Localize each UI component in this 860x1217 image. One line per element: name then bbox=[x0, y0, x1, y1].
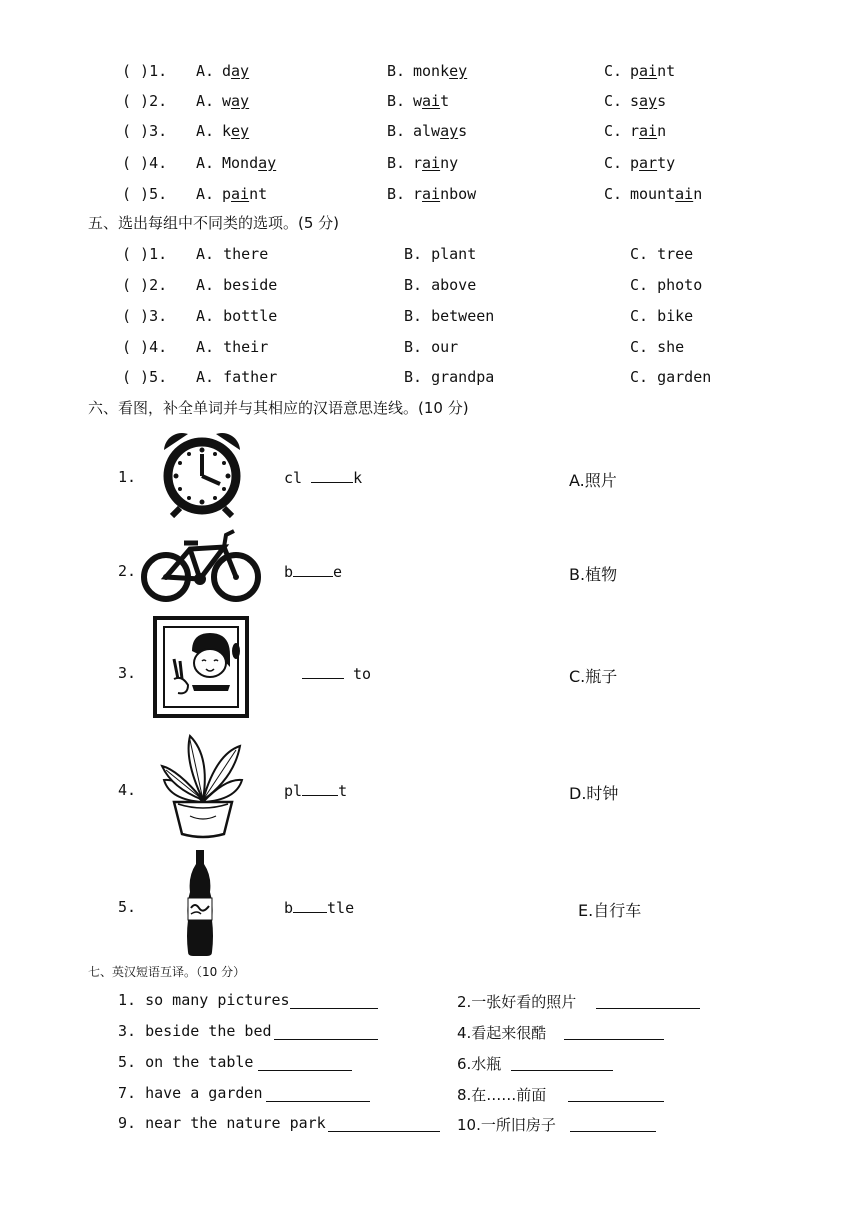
option-c-label: C. bbox=[604, 185, 623, 203]
answer-bracket: ( )5. bbox=[122, 368, 168, 386]
blank-line bbox=[302, 781, 338, 796]
option-c-word: says bbox=[630, 92, 667, 110]
answer-bracket: ( )3. bbox=[122, 307, 168, 325]
item-number: 2. bbox=[118, 562, 137, 580]
option-b: B. above bbox=[404, 276, 477, 294]
section-5-title: 五、选出每组中不同类的选项。(5 分) bbox=[88, 214, 340, 232]
blank-line bbox=[293, 562, 333, 577]
option-b-word: rainbow bbox=[413, 185, 477, 203]
fill-word: to bbox=[302, 664, 371, 683]
bicycle-icon bbox=[140, 527, 262, 605]
option-a: A. their bbox=[196, 338, 269, 356]
option-b-word: wait bbox=[413, 92, 450, 110]
answer-line bbox=[290, 1008, 378, 1009]
meaning-option: E.自行车 bbox=[578, 901, 642, 920]
phrase-en: 1. so many pictures bbox=[118, 991, 290, 1009]
phrase-cn: 8.在……前面 bbox=[457, 1086, 547, 1104]
option-c-word: mountain bbox=[630, 185, 703, 203]
option-c-label: C. bbox=[604, 154, 623, 172]
option-b-label: B. bbox=[387, 122, 406, 140]
option-a: A. beside bbox=[196, 276, 278, 294]
option-b: B. our bbox=[404, 338, 459, 356]
option-b-word: always bbox=[413, 122, 468, 140]
option-a-word: way bbox=[222, 92, 250, 110]
fill-word: b e bbox=[284, 563, 343, 581]
option-b-label: B. bbox=[387, 92, 406, 110]
item-number: 1. bbox=[118, 468, 137, 486]
phrase-cn: 10.一所旧房子 bbox=[457, 1116, 556, 1134]
photo-frame-icon bbox=[152, 615, 250, 719]
option-b-label: B. bbox=[387, 62, 406, 80]
blank-line bbox=[302, 664, 344, 679]
option-a-word: paint bbox=[222, 185, 268, 203]
option-c-word: paint bbox=[630, 62, 676, 80]
option-c-word: party bbox=[630, 154, 676, 172]
option-b: B. between bbox=[404, 307, 495, 325]
fill-word: pl t bbox=[284, 782, 348, 800]
meaning-option: D.时钟 bbox=[569, 784, 619, 803]
answer-bracket: ( )4. bbox=[122, 154, 168, 172]
answer-line bbox=[328, 1131, 440, 1132]
option-b-word: rainy bbox=[413, 154, 459, 172]
section-7-title: 七、英汉短语互译。（10 分） bbox=[88, 965, 246, 979]
answer-bracket: ( )1. bbox=[122, 62, 168, 80]
answer-bracket: ( )3. bbox=[122, 122, 168, 140]
option-a-label: A. bbox=[196, 62, 215, 80]
option-c: C. bike bbox=[630, 307, 694, 325]
option-b-label: B. bbox=[387, 154, 406, 172]
option-c-label: C. bbox=[604, 122, 623, 140]
fill-word: b tle bbox=[284, 899, 355, 917]
option-b-label: B. bbox=[387, 185, 406, 203]
item-number: 3. bbox=[118, 664, 137, 682]
answer-line bbox=[570, 1131, 656, 1132]
blank-line bbox=[311, 468, 353, 483]
option-c: C. tree bbox=[630, 245, 694, 263]
answer-bracket: ( )4. bbox=[122, 338, 168, 356]
section-6-title: 六、看图，补全单词并与其相应的汉语意思连线。(10 分) bbox=[88, 399, 469, 417]
phrase-cn: 2.一张好看的照片 bbox=[457, 993, 577, 1011]
answer-bracket: ( )2. bbox=[122, 92, 168, 110]
phrase-en: 7. have a garden bbox=[118, 1084, 263, 1102]
option-a-word: Monday bbox=[222, 154, 277, 172]
option-a: A. bottle bbox=[196, 307, 278, 325]
phrase-cn: 4.看起来很酷 bbox=[457, 1024, 547, 1042]
option-b-word: monkey bbox=[413, 62, 468, 80]
fill-word: cl k bbox=[284, 469, 363, 487]
option-c: C. garden bbox=[630, 368, 712, 386]
item-number: 4. bbox=[118, 781, 137, 799]
meaning-option: A.照片 bbox=[569, 471, 617, 490]
phrase-en: 5. on the table bbox=[118, 1053, 254, 1071]
option-a-label: A. bbox=[196, 122, 215, 140]
option-b: B. grandpa bbox=[404, 368, 495, 386]
option-c-label: C. bbox=[604, 92, 623, 110]
phrase-cn: 6.水瓶 bbox=[457, 1055, 502, 1073]
option-c-label: C. bbox=[604, 62, 623, 80]
option-a-word: key bbox=[222, 122, 250, 140]
answer-bracket: ( )5. bbox=[122, 185, 168, 203]
answer-line bbox=[564, 1039, 664, 1040]
answer-bracket: ( )1. bbox=[122, 245, 168, 263]
potted-plant-icon bbox=[160, 730, 246, 840]
phrase-en: 3. beside the bed bbox=[118, 1022, 272, 1040]
item-number: 5. bbox=[118, 898, 137, 916]
answer-line bbox=[596, 1008, 700, 1009]
option-a-label: A. bbox=[196, 92, 215, 110]
answer-line bbox=[266, 1101, 370, 1102]
option-a-word: day bbox=[222, 62, 250, 80]
meaning-option: C.瓶子 bbox=[569, 667, 618, 686]
option-a: A. father bbox=[196, 368, 278, 386]
phrase-en: 9. near the nature park bbox=[118, 1114, 326, 1132]
blank-line bbox=[293, 898, 327, 913]
meaning-option: B.植物 bbox=[569, 565, 618, 584]
alarm-clock-icon bbox=[158, 428, 246, 518]
option-b: B. plant bbox=[404, 245, 477, 263]
answer-line bbox=[511, 1070, 613, 1071]
option-a-label: A. bbox=[196, 185, 215, 203]
option-c: C. she bbox=[630, 338, 685, 356]
bottle-icon bbox=[185, 850, 215, 958]
option-a-label: A. bbox=[196, 154, 215, 172]
answer-bracket: ( )2. bbox=[122, 276, 168, 294]
answer-line bbox=[274, 1039, 378, 1040]
option-a: A. there bbox=[196, 245, 269, 263]
option-c-word: rain bbox=[630, 122, 667, 140]
answer-line bbox=[568, 1101, 664, 1102]
option-c: C. photo bbox=[630, 276, 703, 294]
answer-line bbox=[258, 1070, 352, 1071]
